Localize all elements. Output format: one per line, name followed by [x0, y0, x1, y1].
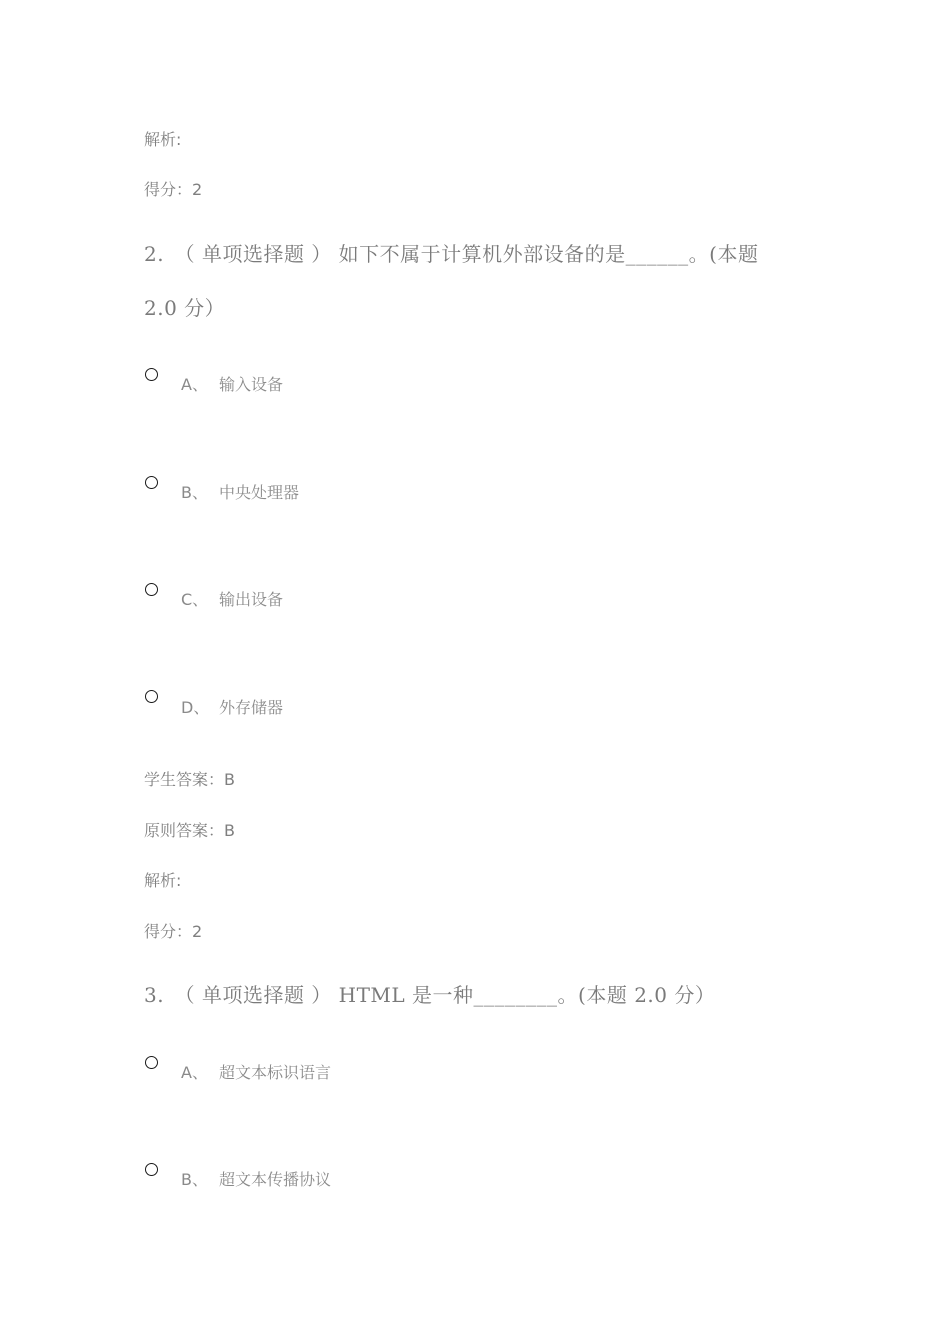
option-letter: A、: [181, 375, 208, 394]
option-text: 外存储器: [219, 698, 284, 717]
radio-button-icon[interactable]: [145, 476, 158, 489]
option-text: 超文本传播协议: [219, 1170, 332, 1189]
radio-button-icon[interactable]: [145, 1056, 158, 1069]
option-letter: C、: [181, 590, 209, 609]
q2-title-line2: 2.0 分）: [144, 296, 226, 320]
option-letter: D、: [181, 698, 210, 717]
q2-standard-answer: 原则答案：B: [144, 821, 235, 840]
q3-title: 3. （ 单项选择题 ） HTML 是一种________。(本题 2.0 分）: [144, 983, 716, 1007]
radio-button-icon[interactable]: [145, 690, 158, 703]
option-text: 中央处理器: [219, 483, 300, 502]
q2-title-line1: 2. （ 单项选择题 ） 如下不属于计算机外部设备的是______。(本题: [144, 242, 759, 266]
option-letter: A、: [181, 1063, 208, 1082]
option-text: 输入设备: [219, 375, 284, 394]
option-letter: B、: [181, 1170, 208, 1189]
q1-score: 得分：2: [144, 180, 203, 199]
option-text: 超文本标识语言: [219, 1063, 332, 1082]
radio-button-icon[interactable]: [145, 368, 158, 381]
radio-button-icon[interactable]: [145, 1163, 158, 1176]
q2-student-answer: 学生答案：B: [144, 770, 235, 789]
q2-analysis-label: 解析:: [144, 871, 182, 890]
option-text: 输出设备: [219, 590, 284, 609]
q2-score: 得分：2: [144, 922, 203, 941]
radio-button-icon[interactable]: [145, 583, 158, 596]
option-letter: B、: [181, 483, 208, 502]
q1-analysis-label: 解析:: [144, 130, 182, 149]
